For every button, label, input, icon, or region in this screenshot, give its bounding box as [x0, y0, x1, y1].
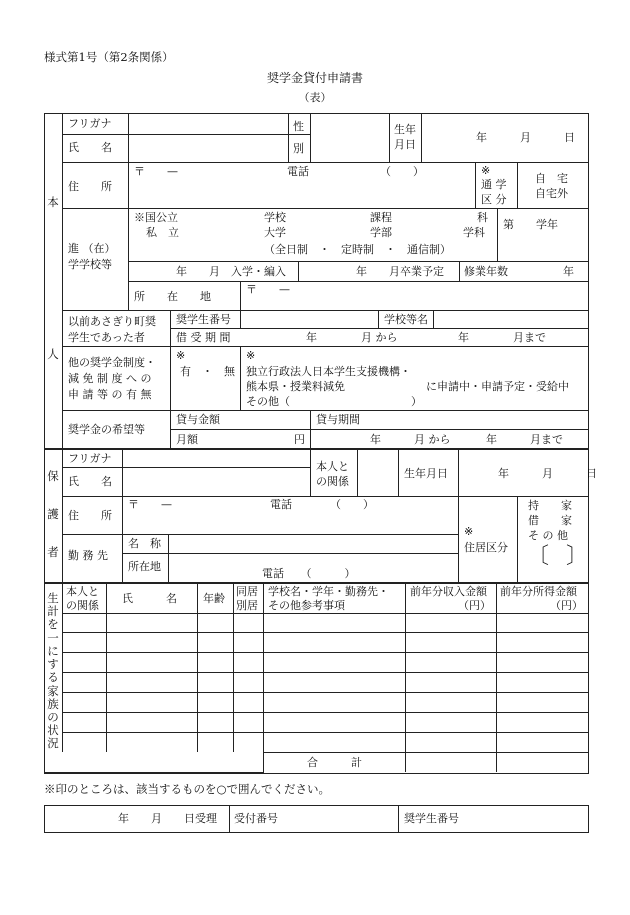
- rule: [298, 261, 299, 281]
- dept2-word: 学科: [463, 226, 485, 239]
- section-applicant-label-bottom: 人: [47, 347, 59, 361]
- rule: [62, 652, 588, 653]
- work-name-label: 名 称: [128, 537, 161, 550]
- former-period-label: 借 受 期 間: [176, 331, 231, 344]
- rule: [62, 467, 310, 468]
- guardian-birthdate-label: 生年月日: [404, 467, 448, 480]
- org-line-2[interactable]: 熊本県・授業料減免: [246, 380, 345, 393]
- rule: [475, 162, 476, 208]
- study-years-unit: 年: [563, 265, 574, 278]
- rule: [240, 346, 241, 410]
- desired-label: 奨学金の希望等: [68, 423, 145, 436]
- guardian-relation-label-2: の関係: [316, 475, 349, 488]
- rule: [197, 583, 198, 752]
- residence-other-open-bracket: 〔: [527, 544, 550, 569]
- rule: [106, 583, 107, 752]
- department-word: 科: [477, 211, 488, 224]
- school-system-options[interactable]: （全日制 ・ 定時制 ・ 通信制）: [264, 243, 451, 256]
- rule: [122, 449, 123, 583]
- rule: [421, 113, 422, 162]
- former-scholar-label-2: 学生であった者: [68, 331, 145, 344]
- name-label: 氏 名: [68, 141, 112, 154]
- rule: [62, 410, 588, 411]
- rule: [62, 113, 63, 772]
- rule: [433, 310, 434, 328]
- section-divider-guardian: [44, 448, 588, 450]
- birthdate-label: 生年: [394, 123, 416, 136]
- rule: [122, 553, 458, 554]
- section-household-label: 生 計 を 一 に す る 家 族 の 状 況: [47, 591, 59, 751]
- received-date[interactable]: 年 月 日受理: [118, 812, 217, 825]
- rule: [62, 162, 588, 163]
- rule: [458, 449, 459, 496]
- address-postal[interactable]: 〒 —: [134, 165, 178, 178]
- phone-label: 電話: [287, 165, 309, 178]
- school-word: 学校: [264, 211, 286, 224]
- rule: [62, 310, 588, 311]
- commute-option-home[interactable]: 自 宅: [535, 172, 568, 185]
- yen-unit: 円: [294, 433, 305, 446]
- col-info-2: その他参考事項: [268, 599, 345, 612]
- col-relation: 本人と: [66, 585, 99, 598]
- guardian-birthdate-value[interactable]: 年 月 日: [498, 467, 597, 480]
- form-title: 奨学金貸付申請書: [266, 71, 363, 85]
- rule: [170, 310, 171, 449]
- work-phone[interactable]: 電話 （ ）: [262, 567, 356, 580]
- application-status[interactable]: に申請中・申請予定・受給中: [426, 380, 569, 393]
- rule: [263, 583, 264, 772]
- rule: [389, 113, 390, 162]
- other-scholarship-label: 他の奨学金制度・: [68, 356, 156, 369]
- commute-option-away[interactable]: 自宅外: [535, 187, 568, 200]
- sex-label: 性: [293, 120, 304, 133]
- col-income: 前年分収入金額: [410, 585, 487, 598]
- study-years-label: 修業年数: [464, 265, 508, 278]
- monthly-label: 月額: [176, 433, 198, 446]
- total-blank-area: [44, 752, 264, 773]
- graduate-date[interactable]: 年 月卒業予定: [356, 265, 444, 278]
- rule: [517, 496, 518, 583]
- col-income-2: （円）: [458, 599, 491, 612]
- former-period-to[interactable]: 年 月まで: [458, 331, 546, 344]
- rule: [62, 632, 588, 633]
- commute-label: 通 学: [481, 178, 507, 191]
- org-line-1[interactable]: 独立行政法人日本学生支援機構・: [246, 365, 411, 378]
- loan-amount-label: 貸与金額: [176, 413, 220, 426]
- enroll-date[interactable]: 年 月 入学・編入: [176, 265, 286, 278]
- school-label: 進 （在）: [68, 242, 116, 255]
- rule: [240, 310, 241, 328]
- rule: [310, 410, 311, 449]
- furigana-label: フリガナ: [68, 117, 112, 130]
- public-type[interactable]: ※国公立: [134, 211, 178, 224]
- rule: [128, 113, 129, 162]
- former-school-name-label: 学校等名: [384, 313, 428, 326]
- col-info: 学校名・学年・勤務先・: [268, 585, 389, 598]
- form-number: 様式第1号（第2条関係）: [44, 50, 174, 64]
- col-earned: 前年分所得金額: [500, 585, 577, 598]
- work-label: 勤 務 先: [68, 549, 108, 562]
- residence-label: 住居区分: [464, 541, 508, 554]
- rule: [496, 583, 497, 772]
- guardian-phone-label: 電話: [270, 498, 292, 511]
- rule: [240, 281, 241, 310]
- rule: [398, 449, 399, 496]
- faculty-word: 学部: [370, 226, 392, 239]
- former-student-no-label: 奨学生番号: [176, 313, 231, 326]
- rule: [405, 583, 406, 772]
- loan-period-from[interactable]: 年 月 から: [370, 433, 451, 446]
- other-scholarship-label-3: 申 請 等 の 有 無: [68, 388, 152, 401]
- school-location-label: 所 在 地: [134, 290, 211, 303]
- rule: [170, 429, 588, 430]
- rule: [128, 162, 129, 310]
- other-scholarship-label-2: 減 免 制 度 へ の: [68, 372, 152, 385]
- section-guardian-char-1: 保: [47, 469, 59, 483]
- school-location-postal[interactable]: 〒 —: [246, 283, 290, 296]
- footer-student-number-label: 奨学生番号: [404, 812, 459, 825]
- section-guardian-char-3: 者: [47, 545, 59, 559]
- guardian-address-label: 住 所: [68, 509, 112, 522]
- section-guardian-char-2: 護: [47, 507, 59, 521]
- rule: [62, 692, 588, 693]
- rule: [62, 208, 588, 209]
- guardian-postal[interactable]: 〒 —: [128, 498, 172, 511]
- work-address-label: 所在地: [128, 560, 161, 573]
- footer-note: ※印のところは、該当するものを○で囲んでください。: [44, 782, 331, 796]
- guardian-furigana-label: フリガナ: [68, 452, 112, 465]
- residence-rent[interactable]: 借 家: [528, 514, 572, 527]
- rule: [62, 496, 588, 497]
- school-label-2: 学学校等: [68, 258, 112, 271]
- rule: [310, 113, 311, 162]
- address-label: 住 所: [68, 180, 112, 193]
- rule: [62, 712, 588, 713]
- guardian-phone-field[interactable]: （ ）: [330, 498, 374, 511]
- rule: [62, 134, 310, 135]
- guardian-relation-label: 本人と: [316, 460, 349, 473]
- birthdate-value[interactable]: 年 月 日: [476, 131, 575, 144]
- col-name: 氏 名: [122, 592, 177, 605]
- rule: [310, 449, 311, 496]
- org-line-3[interactable]: その他（ ）: [246, 395, 422, 408]
- former-scholar-label: 以前あさぎり町奨: [68, 315, 156, 328]
- sex-label-2: 別: [293, 142, 304, 155]
- org-mark: ※: [246, 349, 256, 362]
- rule: [233, 583, 234, 752]
- total-label: 合 計: [307, 756, 362, 769]
- form-subtitle: （表）: [298, 91, 332, 104]
- yes-no-option[interactable]: 有 ・ 無: [180, 365, 235, 378]
- rule: [62, 613, 588, 614]
- receipt-number-label: 受付番号: [234, 812, 278, 825]
- residence-other-close-bracket: 〕: [566, 544, 589, 569]
- commute-mark: ※: [481, 164, 491, 177]
- rule: [62, 672, 588, 673]
- school-year[interactable]: 第 学年: [503, 218, 558, 231]
- university-word: 大学: [264, 226, 286, 239]
- rule: [62, 732, 588, 733]
- guardian-name-label: 氏 名: [68, 475, 112, 488]
- rule: [288, 113, 289, 162]
- rule: [229, 805, 230, 833]
- col-cohab-2: 別居: [236, 599, 258, 612]
- col-cohab: 同居: [236, 585, 258, 598]
- rule: [170, 328, 588, 329]
- section-applicant-label-top: 本: [47, 195, 59, 209]
- col-age: 年齢: [203, 592, 225, 605]
- rule: [378, 310, 379, 328]
- col-earned-2: （円）: [550, 599, 583, 612]
- phone-field[interactable]: （ ）: [380, 165, 424, 178]
- section-divider-household: [44, 582, 588, 584]
- rule: [497, 208, 498, 261]
- rule: [62, 346, 588, 347]
- rule: [168, 534, 169, 583]
- col-relation-2: の関係: [66, 599, 99, 612]
- rule: [459, 261, 460, 281]
- yes-no-mark: ※: [176, 349, 186, 362]
- loan-period-label: 貸与期間: [316, 413, 360, 426]
- residence-own[interactable]: 持 家: [528, 499, 572, 512]
- loan-period-to[interactable]: 年 月まで: [486, 433, 563, 446]
- commute-label-2: 区 分: [481, 193, 507, 206]
- former-period-from[interactable]: 年 月 から: [306, 331, 398, 344]
- birthdate-label-2: 月日: [394, 138, 416, 151]
- rule: [128, 281, 588, 282]
- rule: [458, 496, 459, 583]
- course-word: 課程: [370, 211, 392, 224]
- residence-other[interactable]: そ の 他: [528, 529, 568, 542]
- rule: [398, 805, 399, 833]
- rule: [357, 449, 358, 496]
- rule: [128, 261, 588, 262]
- private-type[interactable]: 私 立: [146, 226, 179, 239]
- residence-mark: ※: [464, 525, 474, 538]
- rule: [517, 162, 518, 208]
